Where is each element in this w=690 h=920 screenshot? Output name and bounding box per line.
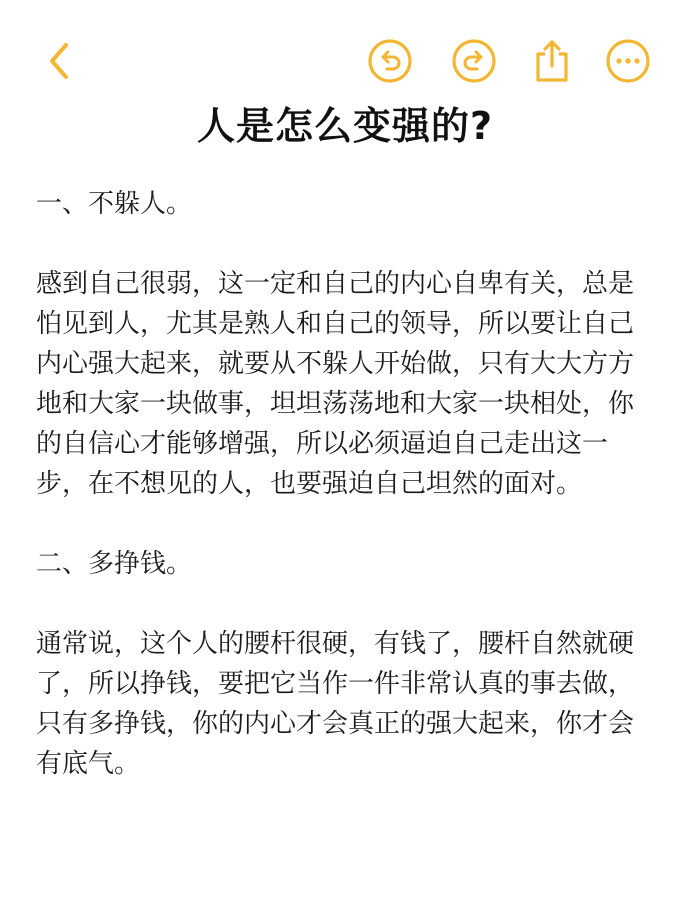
section-heading: 二、多挣钱。 (36, 549, 193, 579)
back-button[interactable] (36, 38, 82, 84)
more-button[interactable] (605, 38, 651, 84)
ellipsis-icon (605, 38, 651, 84)
section-paragraph: 通常说，这个人的腰杆很硬，有钱了，腰杆自然就硬了，所以挣钱，要把它当作一件非常认真的事去做，只有多挣钱，你的内心才会真正的强大起来，你才会有底气。 (36, 629, 635, 779)
section-heading: 一、不躲人。 (36, 189, 193, 219)
redo-button[interactable] (451, 38, 497, 84)
share-button[interactable] (529, 38, 575, 84)
note-title[interactable]: 人是怎么变强的? (196, 104, 494, 148)
share-icon (532, 38, 572, 84)
note-toolbar (0, 0, 690, 100)
redo-icon (451, 38, 497, 84)
undo-icon (367, 38, 413, 84)
section-paragraph: 感到自己很弱，这一定和自己的内心自卑有关，总是怕见到人，尤其是熟人和自己的领导，所以要让自己内心强大起来，就要从不躲人开始做，只有大大方方地和大家一块做事，坦坦荡荡地和大家一块相处，你的自信心才能够增强，所以必须逼迫自己走出这一步，在不想见的人，也要强迫自己坦然的面对。 (36, 269, 635, 499)
undo-button[interactable] (367, 38, 413, 84)
note-body[interactable] (36, 184, 656, 824)
chevron-left-icon (44, 41, 74, 81)
